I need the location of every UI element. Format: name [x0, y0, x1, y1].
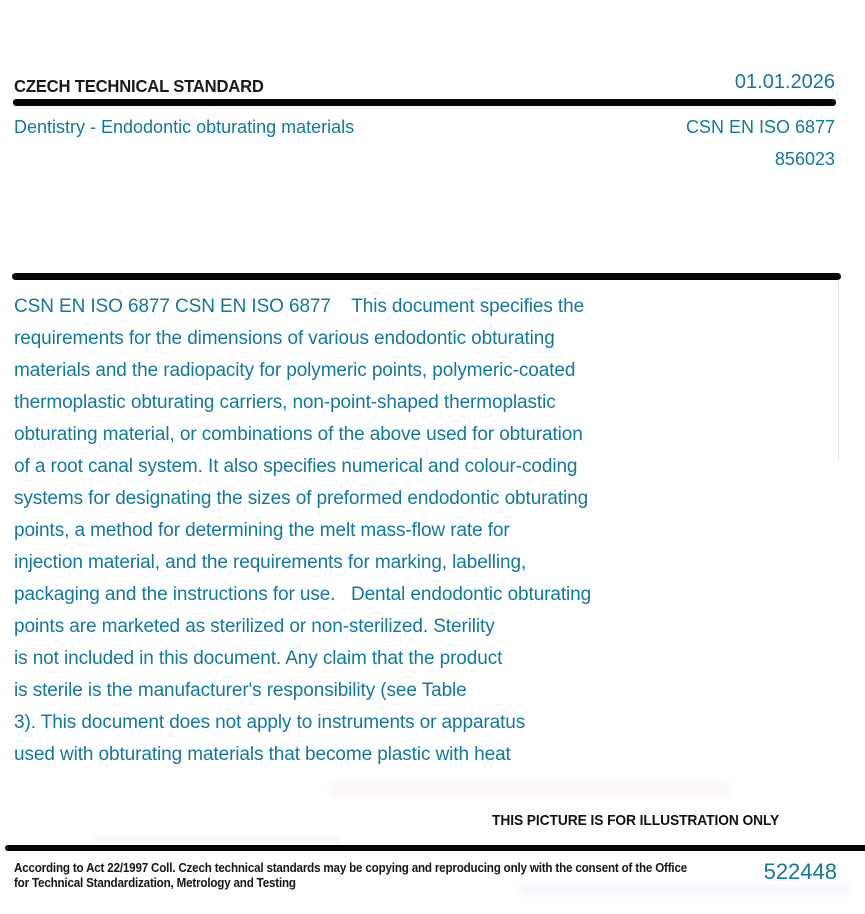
abstract-line: requirements for the dimensions of various endodontic obturating [14, 328, 555, 349]
abstract-line: is sterile is the manufacturer's responsibility (see Table [14, 680, 467, 701]
class-number: 856023 [774, 149, 835, 169]
abstract-line: CSN EN ISO 6877 CSN EN ISO 6877 This document specifies the [14, 296, 585, 317]
abstract-paragraph [14, 291, 849, 771]
copyright-notice-line1: According to Act 22/1997 Coll. Czech technical standards may be copying and reproducing only with the consent of the Office [14, 861, 688, 875]
faint-watermark-smudge [95, 836, 340, 844]
copyright-notice-line2: for Technical Standardization, Metrology and Testing [14, 876, 296, 890]
abstract-line: of a root canal system. It also specifies numerical and colour-coding [14, 456, 578, 477]
issue-date: 01.01.2026 [734, 71, 835, 93]
standard-type-label: CZECH TECHNICAL STANDARD [14, 76, 264, 96]
abstract-line: systems for designating the sizes of preformed endodontic obturating [14, 488, 589, 509]
abstract-line: materials and the radiopacity for polymeric points, polymeric-coated [14, 360, 576, 381]
copyright-notice [14, 861, 687, 891]
abstract-line: obturating material, or combinations of the above used for obturation [14, 424, 583, 445]
document-title: Dentistry - Endodontic obturating materials [14, 117, 355, 137]
abstract-divider-rule [12, 273, 841, 280]
catalog-number: 522448 [763, 859, 837, 884]
abstract-line: 3). This document does not apply to instruments or apparatus [14, 712, 526, 733]
footer-divider-rule [5, 845, 865, 851]
abstract-line: is not included in this document. Any claim that the product [14, 648, 503, 669]
abstract-line: packaging and the instructions for use. Dental endodontic obturating [14, 584, 592, 605]
header-divider-rule [13, 99, 836, 106]
illustration-disclaimer: THIS PICTURE IS FOR ILLUSTRATION ONLY [492, 812, 780, 829]
faint-watermark-smudge [330, 781, 730, 797]
standard-designation: CSN EN ISO 6877 [685, 117, 835, 137]
abstract-line: used with obturating materials that become plastic with heat [14, 744, 511, 765]
abstract-line: thermoplastic obturating carriers, non-point-shaped thermoplastic [14, 392, 556, 413]
abstract-line: points, a method for determining the melt mass-flow rate for [14, 520, 510, 541]
abstract-line: injection material, and the requirements for marking, labelling, [14, 552, 527, 573]
abstract-line: points are marketed as sterilized or non-sterilized. Sterility [14, 616, 495, 637]
